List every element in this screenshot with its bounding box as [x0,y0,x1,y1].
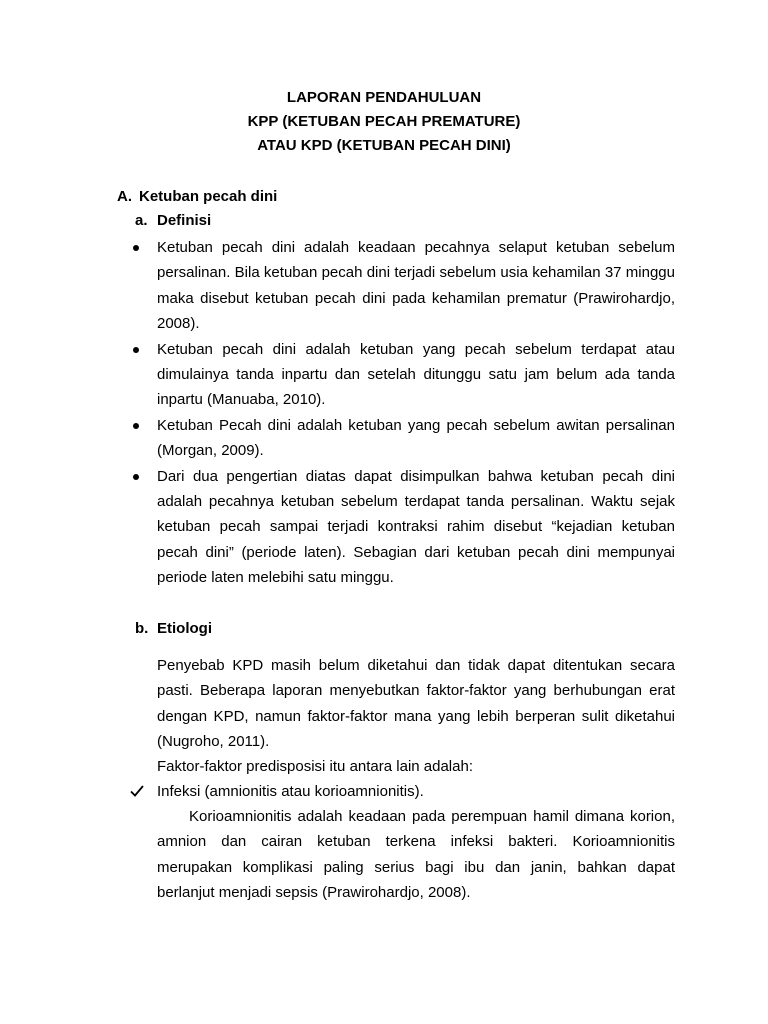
list-item [130,413,675,464]
list-item-text: Ketuban Pecah dini adalah ketuban yang pecah sebelum awitan persalinan (Morgan, 2009). [157,416,675,460]
list-item [130,464,675,591]
list-item-text: Ketuban pecah dini adalah ketuban yang pecah sebelum terdapat atau dimulainya tanda inpartu dan setelah ditunggu satu jam belum ada tanda inpartu (Manuaba, 2010). [157,340,675,409]
title-line-3: ATAU KPD (KETUBAN PECAH DINI) [257,137,511,154]
predisposisi-list-item [130,779,424,804]
list-item [130,235,675,337]
predisposisi-item-text: Infeksi (amnionitis atau korioamnionitis). [157,783,424,800]
subsection-b-title: Etiologi [157,620,212,637]
bullet-icon [133,423,139,429]
bullet-icon [133,347,139,353]
section-a-heading [117,185,277,209]
subsection-a-heading [135,209,211,233]
list-item-text: Dari dua pengertian diatas dapat disimpulkan bahwa ketuban pecah dini adalah pecahnya ketuban sebelum terdapat tanda persalinan. Waktu sejak ketuban pecah sampai terjadi kontraksi rahim disebut “kejadian ketuban pecah dini” (periode laten). Sebagian dari ketuban pecah dini mempunyai periode laten melebihi satu minggu. [157,467,675,587]
list-item [130,337,675,413]
checkmark-icon [130,779,157,804]
document-title [0,86,768,158]
subsection-a-title: Definisi [157,212,212,229]
definisi-bullet-list [130,235,675,591]
infeksi-paragraph: Korioamnionitis adalah keadaan pada perempuan hamil dimana korion, amnion dan cairan ketuban terkena infeksi bakteri. Korioamnionitis merupakan komplikasi paling serius bagi ibu dan janin, bahkan dapat berlanjut menjadi sepsis (Prawirohardjo, 2008). [157,808,675,902]
list-item-text: Ketuban pecah dini adalah keadaan pecahnya selaput ketuban sebelum persalinan. Bila ketuban pecah dini terjadi sebelum usia kehamilan 37 minggu maka disebut ketuban pecah dini pada kehamilan prematur (Prawirohardjo, 2008). [157,239,675,333]
subsection-b-marker: b. [135,620,149,637]
etiologi-paragraph: Penyebab KPD masih belum diketahui dan tidak dapat ditentukan secara pasti. Beberapa laporan menyebutkan faktor-faktor yang berhubungan erat dengan KPD, namun faktor-faktor mana yang lebih berperan sulit diketahui (Nugroho, 2011). [157,657,675,751]
section-a-title: Ketuban pecah dini [139,188,278,205]
subsection-b-heading [135,617,212,641]
predisposisi-line: Faktor-faktor predisposisi itu antara lain adalah: [157,758,473,775]
bullet-icon [133,474,139,480]
title-line-2: KPP (KETUBAN PECAH PREMATURE) [247,113,521,130]
title-line-1: LAPORAN PENDAHULUAN [286,89,482,106]
bullet-icon [133,245,139,251]
section-a-marker: A. [117,188,132,205]
subsection-a-marker: a. [135,212,148,229]
